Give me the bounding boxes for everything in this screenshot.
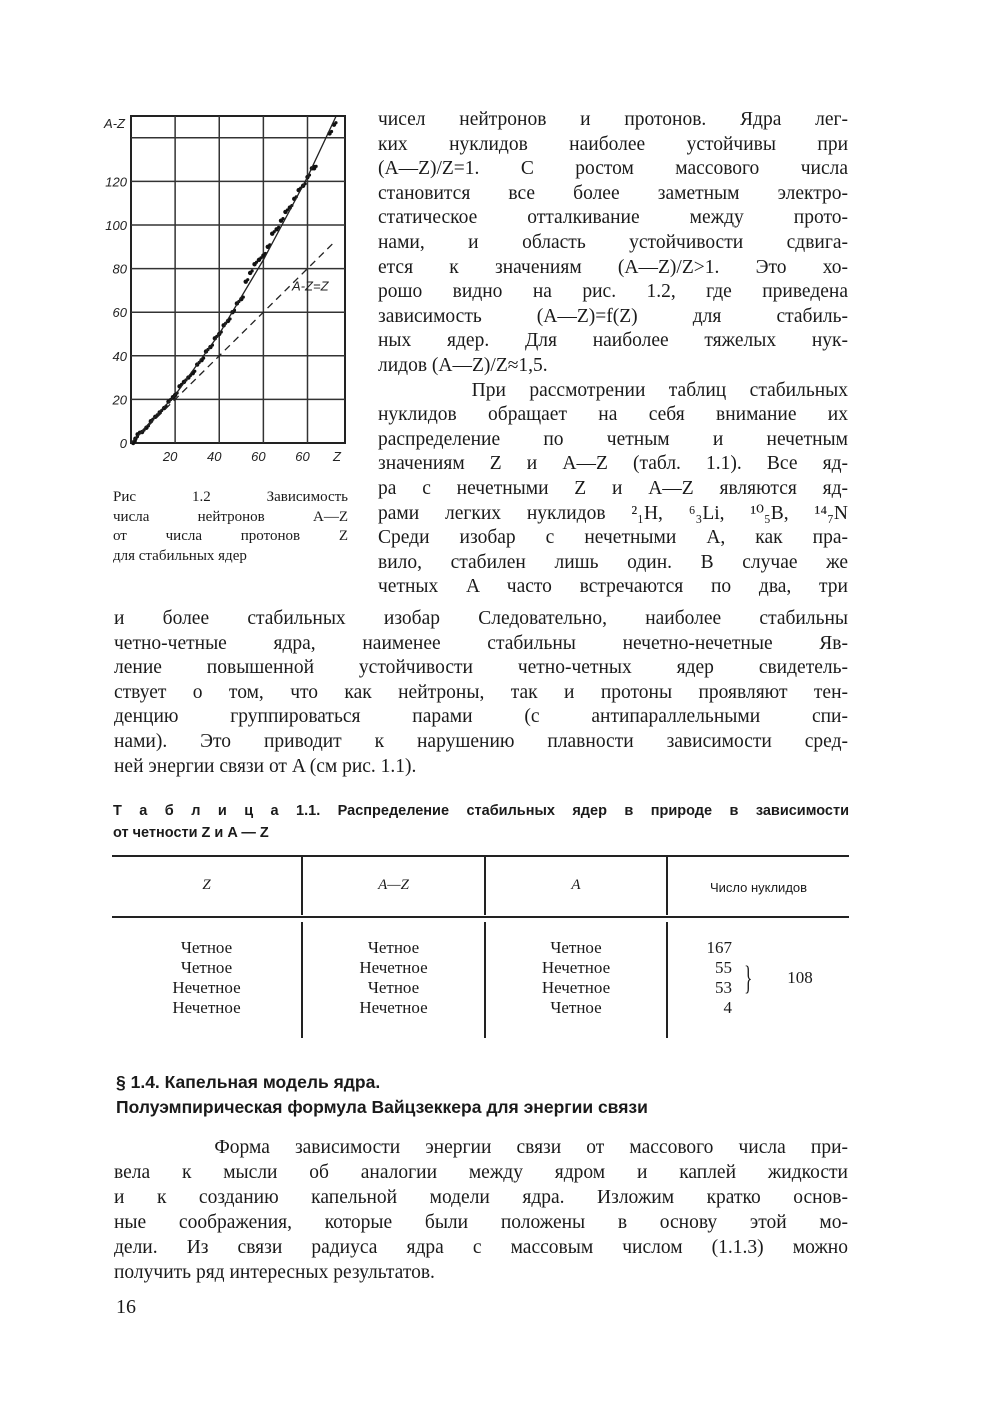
data-point: [315, 165, 318, 168]
x-tick-label: 40: [207, 449, 222, 464]
text-line: становится все более заметным электро-: [378, 182, 848, 204]
data-point: [334, 121, 337, 124]
table-top-rule: [112, 855, 849, 857]
brace-sum: 108: [787, 968, 813, 987]
table-caption-line: Т а б л и ц а 1.1. Распределение стабильных ядер в природе в зависимости: [113, 803, 849, 819]
text-line: распределение по четным и нечетным: [378, 428, 848, 450]
text-line: ней энергии связи от A (см рис. 1.1).: [114, 755, 417, 777]
text-line: и к созданию капельной модели ядра. Изложим кратко основ-: [114, 1187, 848, 1208]
text-line: и более стабильных изобар Следовательно, наиболее стабильны: [114, 608, 848, 629]
text-line: ных ядер. Для наиболее тяжелых нук-: [378, 330, 848, 352]
text-line: четных A часто встречаются по два, три: [378, 576, 848, 598]
text-line: ные соображения, которые были положены в основу этой мо-: [114, 1212, 848, 1233]
x-tick-label: 60: [295, 449, 310, 464]
header-a-minus-z: A—Z: [378, 877, 409, 893]
table-cell: Четное: [550, 998, 602, 1017]
y-tick-label: 80: [112, 261, 127, 277]
table-caption-line: от четности Z и A — Z: [113, 825, 269, 841]
header-z: Z: [202, 877, 211, 893]
text-line: ствует о том, что как нейтроны, так и протоны проявляют тен-: [114, 681, 848, 703]
y-tick-label: 60: [112, 305, 127, 321]
table-cell: Четное: [367, 978, 420, 997]
table-header-rule: [112, 916, 849, 918]
brace: }: [744, 960, 753, 997]
table-cell: 167: [706, 938, 732, 957]
caption-line: числа нейтронов A—Z: [113, 508, 348, 525]
table-cell: Четное: [180, 938, 233, 957]
dashed-line-a-z-equals-z: [131, 242, 334, 443]
text-line: При рассмотрении таблиц стабильных: [378, 379, 848, 401]
y-tick-label: 40: [112, 348, 127, 364]
text-line: вела к мысли об аналогии между ядром и каплей жидкости: [114, 1162, 848, 1183]
table-cell: 53: [715, 978, 732, 997]
text-line: ление повышенной устойчивости четно-четных ядер свидетель-: [114, 657, 848, 679]
table-cell: Нечетное: [541, 978, 611, 997]
text-line: вило, стабилен лишь один. В случае же: [378, 551, 848, 573]
table-cell: Четное: [180, 958, 233, 977]
table-cell: 4: [723, 998, 732, 1017]
data-point: [246, 278, 249, 281]
y-tick-label: 120: [105, 174, 127, 190]
y-tick-label: 0: [119, 436, 127, 451]
header-a: A: [571, 877, 581, 893]
table-cell: Четное: [550, 938, 602, 957]
text-line: (A—Z)/Z=1. С ростом массового числа: [378, 158, 848, 180]
table-cell: Нечетное: [541, 958, 611, 977]
text-line: ких нуклидов наиболее устойчивы при: [378, 133, 848, 155]
text-line: статическое отталкивание между прото-: [378, 207, 848, 229]
text-line: четно-четные ядра, наименее стабильны нечетно-нечетные Яв-: [114, 632, 848, 654]
table-cell: Нечетное: [359, 958, 428, 977]
text-line: значениям Z и A—Z (табл. 1.1). Все яд-: [378, 453, 848, 475]
text-line: зависимость (A—Z)=f(Z) для стабиль-: [378, 305, 848, 327]
text-line: рошо видно на рис. 1.2, где приведена: [378, 281, 848, 303]
table-cell: Нечетное: [359, 998, 428, 1017]
text-line: нами). Это приводит к нарушению плавности зависимости сред-: [114, 731, 848, 752]
caption-line: от числа протонов Z: [113, 528, 348, 544]
x-axis-label: Z: [333, 449, 341, 464]
data-point: [330, 130, 333, 133]
text-line: Форма зависимости энергии связи от массового числа при-: [114, 1137, 848, 1158]
header-nuclide-count: Число нуклидов: [709, 880, 808, 895]
data-point: [251, 269, 254, 272]
y-axis-label: A-Z: [104, 116, 125, 131]
x-tick-label: 60: [251, 449, 266, 464]
page-number: 16: [116, 1296, 136, 1318]
text-line: ра с нечетными Z и A—Z являются яд-: [378, 478, 848, 499]
text-line: Среди изобар с нечетными A, как пра-: [378, 527, 848, 549]
table-cell: Нечетное: [172, 998, 241, 1017]
text-line: чисел нейтронов и протонов. Ядра лег-: [378, 109, 848, 130]
y-tick-label: 20: [112, 392, 127, 408]
caption-line: для стабильных ядер: [113, 547, 247, 564]
x-tick-label: 20: [162, 449, 178, 464]
section-heading-line-1: § 1.4. Капельная модель ядра.: [116, 1072, 381, 1092]
text-line: нуклидов обращает на себя внимание их: [378, 404, 848, 426]
text-line: дели. Из связи радиуса ядра с массовым числом (1.1.3) можно: [114, 1237, 848, 1258]
text-line: нами, и область устойчивости сдвига-: [378, 232, 848, 253]
caption-line: Рис 1.2 Зависимость: [113, 489, 348, 505]
table-cell: Четное: [367, 938, 420, 957]
annotation-a-z-equals-z: A-Z=Z: [292, 278, 329, 294]
text-line: рами легких нуклидов ²₁H, ⁶₃Li, ¹⁰₅B, ¹⁴₇N: [378, 502, 848, 524]
text-line: получить ряд интересных результатов.: [114, 1262, 435, 1283]
text-line: денцию группироваться парами (с антипараллельными спи-: [114, 706, 848, 728]
section-heading-line-2: Полуэмпирическая формула Вайцзеккера для энергии связи: [116, 1097, 648, 1117]
table-cell: 55: [715, 958, 732, 977]
text-line: ется к значениям (A—Z)/Z>1. Это хо-: [378, 256, 848, 278]
y-tick-label: 100: [105, 218, 127, 233]
text-line: лидов (A—Z)/Z≈1,5.: [378, 355, 548, 376]
table-cell: Нечетное: [172, 978, 241, 997]
